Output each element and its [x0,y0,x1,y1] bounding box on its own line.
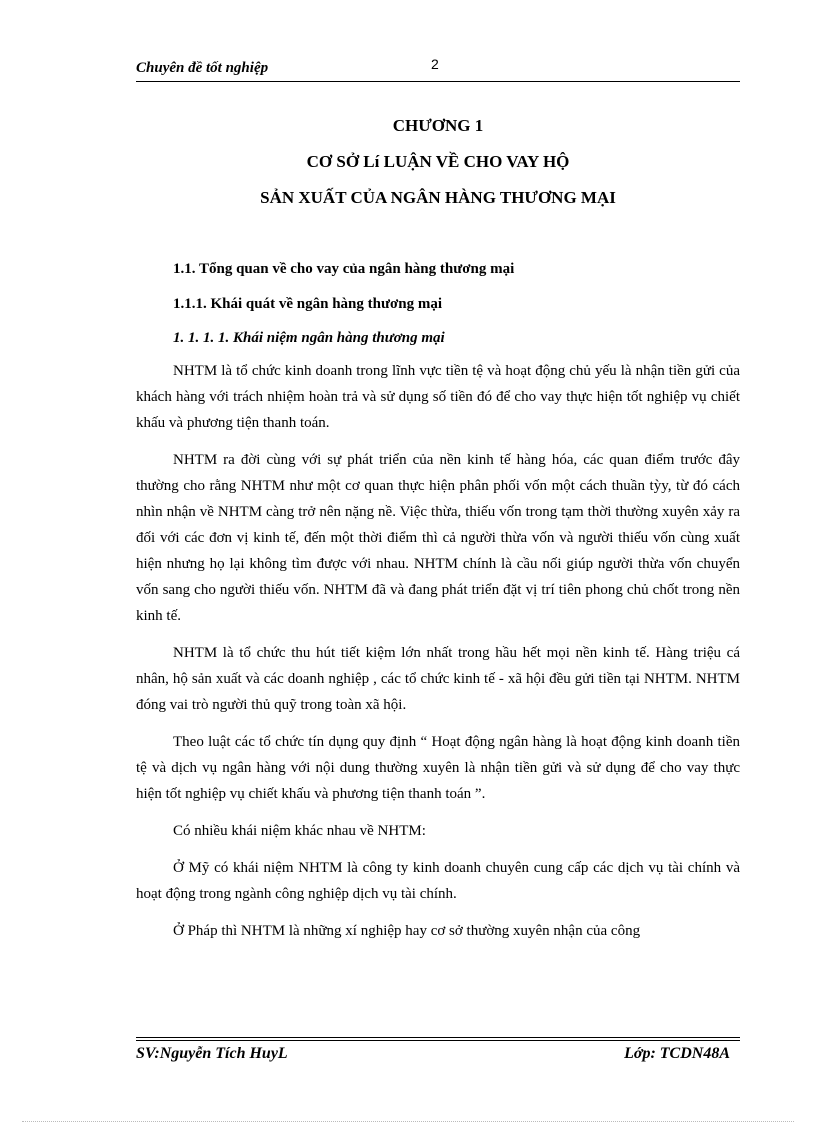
paragraph: Ở Mỹ có khái niệm NHTM là công ty kinh doanh chuyên cung cấp các dịch vụ tài chính và hoạt động trong ngành công nghiệp dịch vụ tài chính. [136,860,740,902]
header-title: Chuyên đề tốt nghiệp [136,60,269,76]
footer-class: Lớp: TCDN48A [624,1045,730,1062]
paragraph: Theo luật các tổ chức tín dụng quy định “ Hoạt động ngân hàng là hoạt động kinh doanh tiền tệ và dịch vụ ngân hàng với nội dung thường xuyên là nhận tiền gửi và sử dụng để cho vay thực hiện tốt nghiệp vụ chiết khấu và phương tiện thanh toán ”. [136,734,740,802]
chapter-title-line2: SẢN XUẤT CỦA NGÂN HÀNG THƯƠNG MẠI [260,188,616,207]
chapter-number: CHƯƠNG 1 [392,116,484,135]
footer-rule-top [136,1037,740,1038]
body-text [136,358,740,955]
chapter-title-line1: CƠ SỞ Lí LUẬN VỀ CHO VAY HỘ [306,152,570,171]
heading-1-1: 1.1. Tổng quan về cho vay của ngân hàng thương mại [173,261,515,277]
paragraph: NHTM là tổ chức thu hút tiết kiệm lớn nhất trong hầu hết mọi nền kinh tế. Hàng triệu cá nhân, hộ sản xuất và các doanh nghiệp , các tổ chức kinh tế - xã hội đều gửi tiền tại NHTM. NHTM đóng vai trò người thủ quỹ trong toàn xã hội. [136,645,740,713]
header-rule [136,81,740,82]
footer-student: SV:Nguyễn Tích HuyL [136,1045,288,1062]
paragraph: Ở Pháp thì NHTM là những xí nghiệp hay cơ sở thường xuyên nhận của công [173,923,641,939]
footer-rule-bottom [136,1040,740,1041]
paragraph: Có nhiều khái niệm khác nhau về NHTM: [173,823,426,839]
paragraph: NHTM ra đời cùng với sự phát triển của nền kinh tế hàng hóa, các quan điểm trước đây thường cho rằng NHTM như một cơ quan thực hiện phân phối vốn một cách thuần tỳy, từ đó cách nhìn nhận về NHTM càng trở nên nặng nề. Việc thừa, thiếu vốn trong tạm thời thường xuyên xảy ra đối với các đơn vị kinh tế, đến một thời điểm thì cả người thừa vốn và người thiếu vốn cùng xuất hiện nhưng họ lại không tìm được với nhau. NHTM chính là cầu nối giúp người thừa vốn chuyển vốn sang cho người thiếu vốn. NHTM đã và đang phát triển đặt vị trí tiên phong chủ chốt trong nền kinh tế. [136,452,740,624]
paragraph: NHTM là tổ chức kinh doanh trong lĩnh vực tiền tệ và hoạt động chủ yếu là nhận tiền gửi của khách hàng với trách nhiệm hoàn trả và sử dụng số tiền đó để cho vay thực hiện tốt nghiệp vụ chiết khấu và phương tiện thanh toán. [136,363,740,431]
page-edge-dots [22,1121,794,1122]
heading-1-1-1: 1.1.1. Khái quát về ngân hàng thương mại [173,296,443,312]
page-number: 2 [431,56,439,72]
heading-1-1-1-1: 1. 1. 1. 1. Khái niệm ngân hàng thương mại [173,330,445,346]
